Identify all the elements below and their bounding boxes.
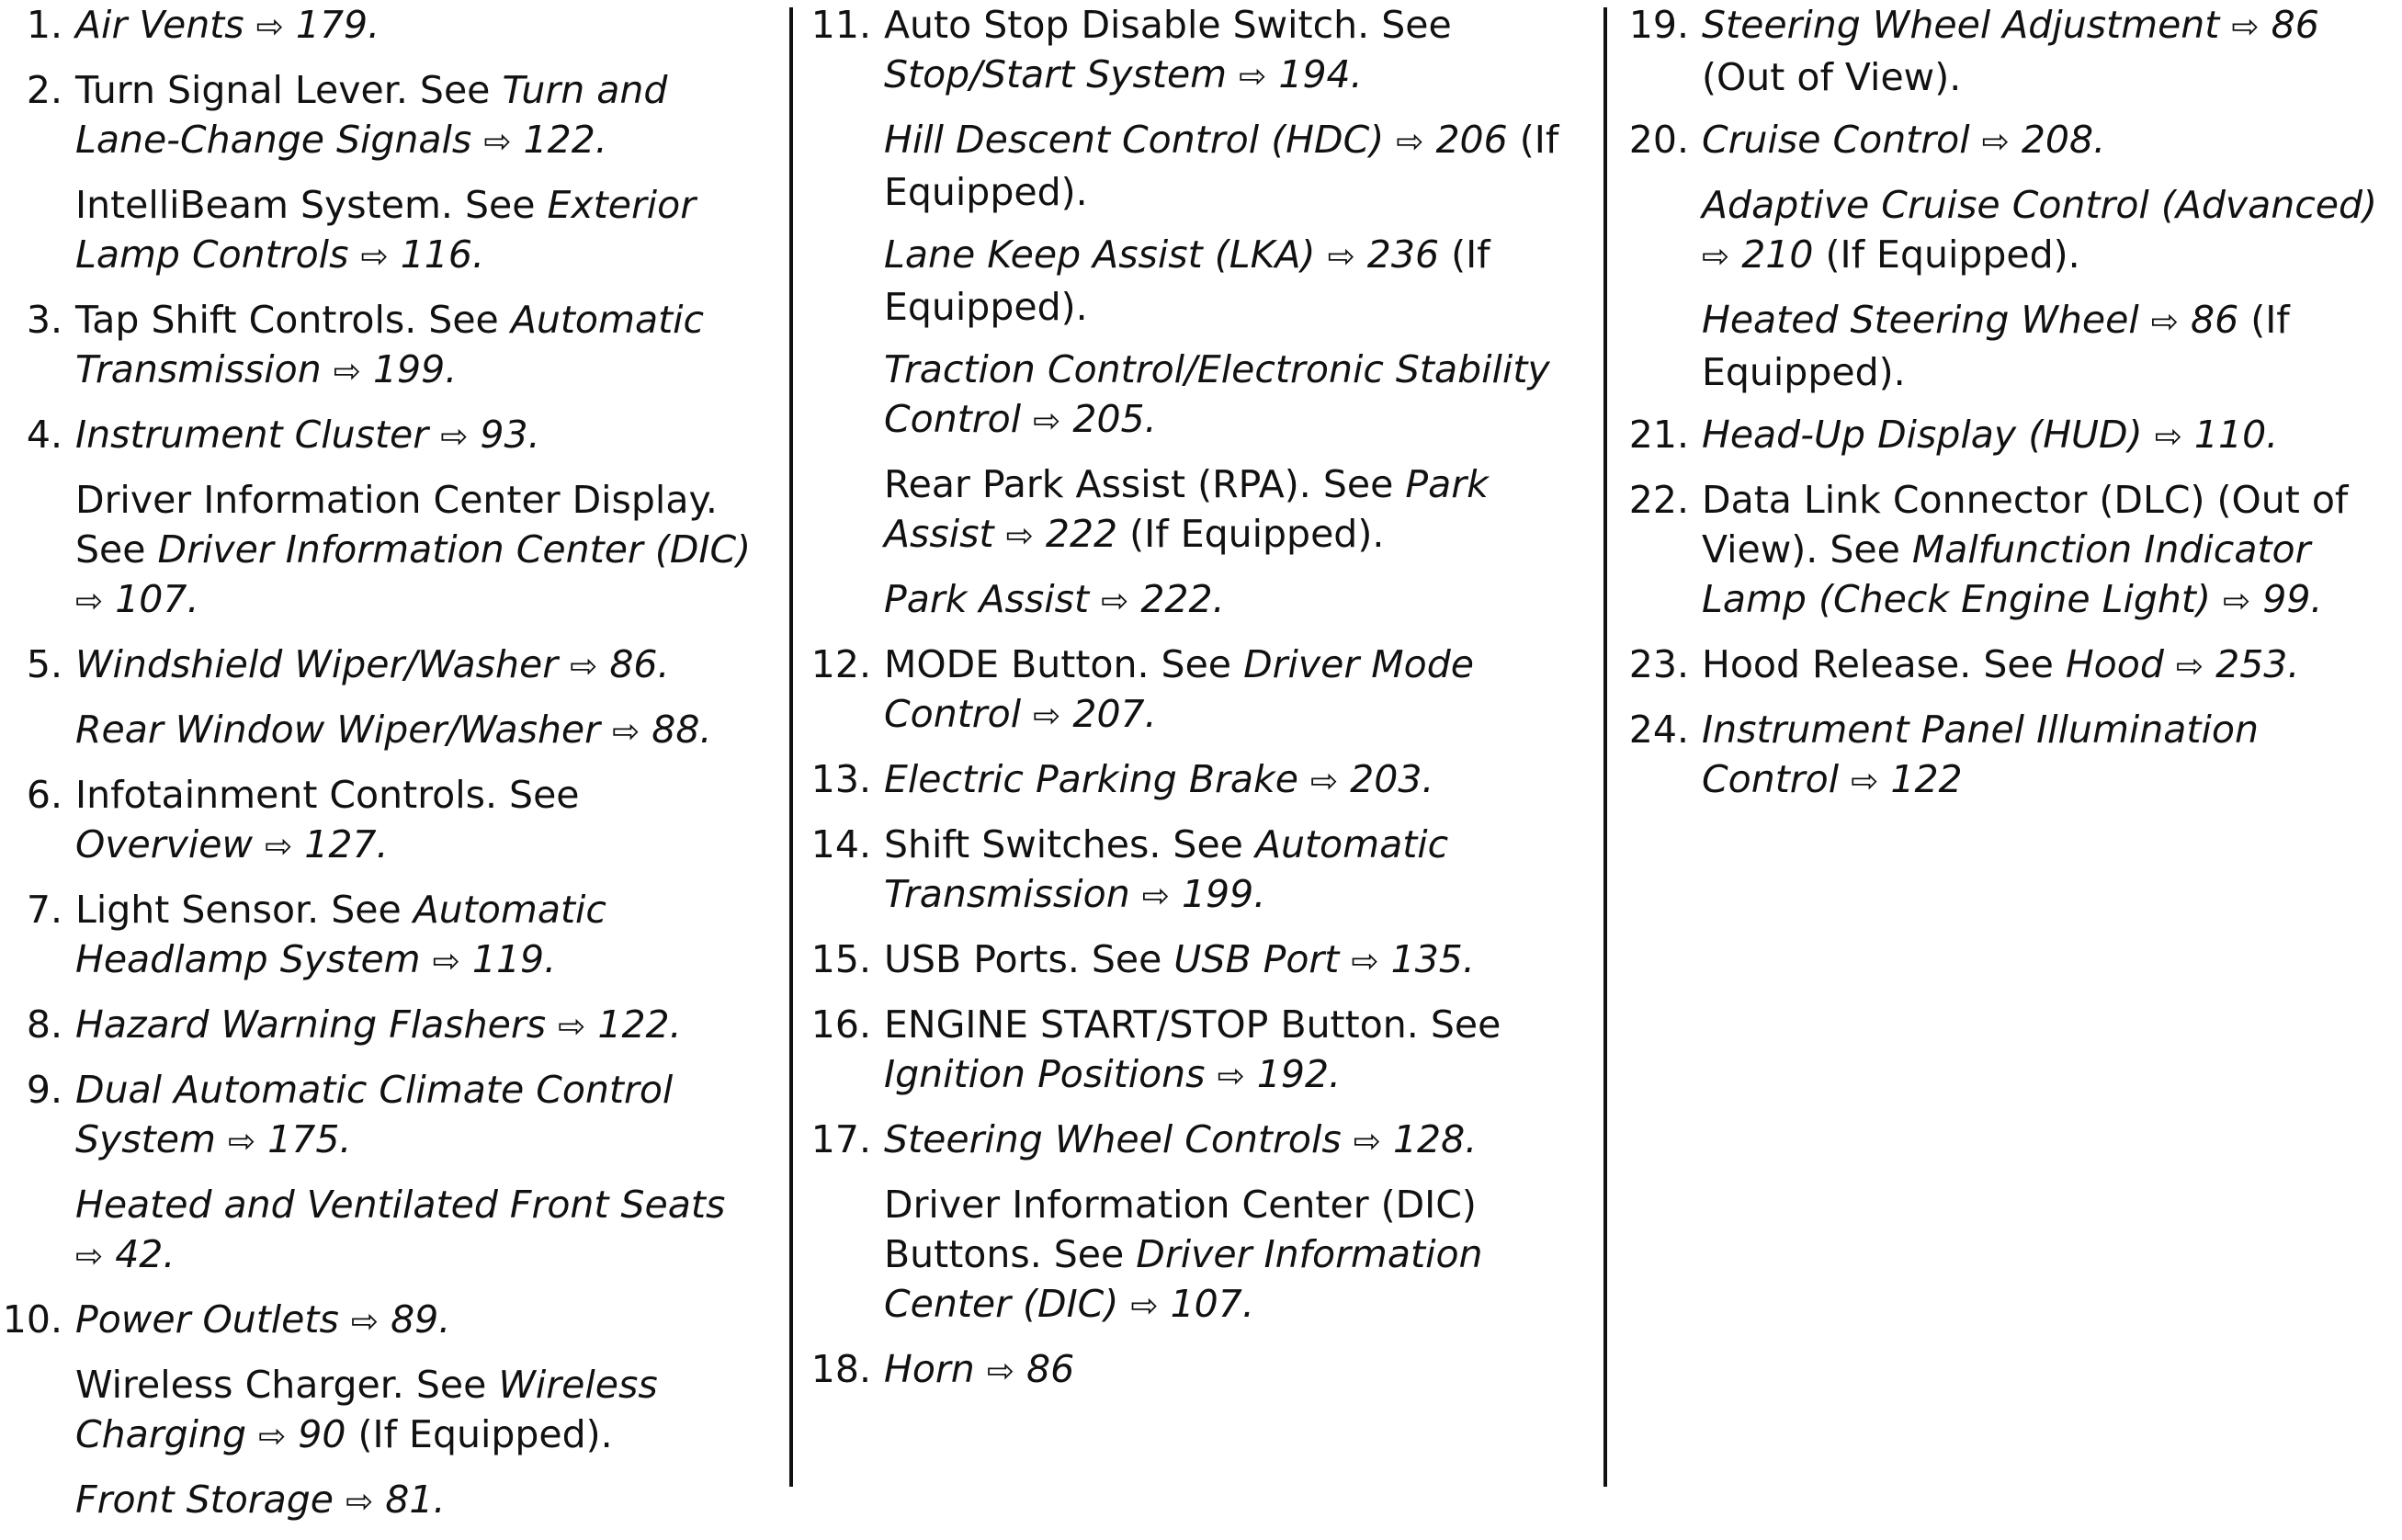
entry-number: 12. xyxy=(810,642,871,686)
legend-entry xyxy=(1626,410,2398,462)
entry-text xyxy=(348,232,360,277)
entry-text xyxy=(1970,118,1982,162)
cross-reference-text: 236 xyxy=(1354,232,1440,277)
legend-entry xyxy=(0,1360,753,1462)
legend-entry xyxy=(1626,640,2398,692)
page-reference-arrow-icon: ⇨ xyxy=(75,1238,104,1275)
entry-text: (Out of View). xyxy=(1702,55,1962,99)
page-reference-arrow-icon: ⇨ xyxy=(1351,943,1379,980)
legend-entry xyxy=(1626,180,2398,282)
cross-reference-text: 89. xyxy=(379,1297,451,1342)
legend-entry xyxy=(809,0,1581,102)
cross-reference-text: 222. xyxy=(1128,577,1225,621)
legend-entry xyxy=(0,885,753,987)
page-reference-arrow-icon: ⇨ xyxy=(432,943,460,980)
entry-text xyxy=(1227,52,1239,96)
legend-entry xyxy=(809,345,1581,447)
page-reference-arrow-icon: ⇨ xyxy=(1353,1123,1381,1161)
legend-entry xyxy=(0,1065,753,1167)
entry-text xyxy=(428,413,440,457)
page-reference-arrow-icon: ⇨ xyxy=(1981,123,2010,161)
legend-entry xyxy=(0,180,753,282)
entry-text xyxy=(546,1002,558,1047)
page-reference-arrow-icon: ⇨ xyxy=(1101,583,1129,620)
legend-entry xyxy=(0,1180,753,1282)
page-reference-arrow-icon: ⇨ xyxy=(1309,763,1339,800)
page-reference-arrow-icon: ⇨ xyxy=(986,1353,1014,1390)
cross-reference-text: 205. xyxy=(1060,397,1157,441)
cross-reference-text: 88. xyxy=(640,708,712,752)
cross-reference-text: 222 xyxy=(1033,512,1118,556)
entry-text: (If Equipped). xyxy=(346,1412,613,1456)
entry-text xyxy=(334,1478,346,1522)
cross-reference-text: Stop/Start System xyxy=(884,52,1228,96)
entry-text: ENGINE START/STOP Button. See xyxy=(884,1002,1501,1047)
page-reference-arrow-icon: ⇨ xyxy=(612,713,640,751)
entry-text: (If Equipped). xyxy=(1117,512,1385,556)
cross-reference-text: Automatic Transmission xyxy=(75,298,705,391)
cross-reference-text: Wireless Charging xyxy=(75,1363,658,1456)
legend-entry xyxy=(0,705,753,757)
entry-number: 7. xyxy=(26,888,62,932)
entry-text: Wireless Charger. See xyxy=(75,1363,499,1407)
entry-number: 21. xyxy=(1628,413,1689,457)
entry-text xyxy=(1118,1282,1130,1326)
cross-reference-text: 127. xyxy=(292,822,389,866)
entry-text xyxy=(1021,397,1033,441)
cross-reference-text: Horn xyxy=(884,1347,975,1391)
cross-reference-text: 86. xyxy=(597,642,670,686)
entry-number: 2. xyxy=(26,68,62,112)
cross-reference-text: 122 xyxy=(1878,757,1963,801)
entry-text xyxy=(2164,642,2176,686)
entry-number: 4. xyxy=(26,413,62,457)
legend-entry xyxy=(0,410,753,462)
page-reference-arrow-icon: ⇨ xyxy=(1130,1287,1159,1325)
cross-reference-text: 81. xyxy=(373,1478,446,1522)
cross-reference-text: 86 xyxy=(2259,3,2319,47)
entry-text xyxy=(421,937,433,981)
entry-text: (If Equipped). xyxy=(884,118,1559,214)
legend-entry xyxy=(0,65,753,167)
page-reference-arrow-icon: ⇨ xyxy=(255,8,284,46)
cross-reference-text: 210 xyxy=(1729,232,1814,277)
entry-text: MODE Button. See xyxy=(884,642,1244,686)
cross-reference-text: Exterior Lamp Controls xyxy=(75,183,697,277)
cross-reference-text: 122. xyxy=(585,1002,682,1047)
cross-reference-text: Adaptive Cruise Control (Advanced) xyxy=(1702,183,2378,227)
entry-text: IntelliBeam System. See xyxy=(75,183,548,227)
page-reference-arrow-icon: ⇨ xyxy=(1141,878,1170,915)
entry-number: 22. xyxy=(1628,478,1689,522)
page-reference-arrow-icon: ⇨ xyxy=(1033,697,1061,735)
entry-number: 1. xyxy=(26,3,62,47)
cross-reference-text: Malfunction Indicator Lamp (Check Engine Light) xyxy=(1702,527,2311,621)
entry-number: 15. xyxy=(810,937,871,981)
cross-reference-text: Ignition Positions xyxy=(884,1052,1206,1096)
entry-number: 11. xyxy=(810,3,871,47)
cross-reference-text: Driver Mode Control xyxy=(884,642,1474,736)
cross-reference-text: 107. xyxy=(103,577,199,621)
page-reference-arrow-icon: ⇨ xyxy=(1702,238,1730,276)
entry-text xyxy=(558,642,570,686)
entry-text xyxy=(600,708,612,752)
page-reference-arrow-icon: ⇨ xyxy=(2154,418,2182,456)
legend-column-1 xyxy=(0,0,753,1540)
entry-text: Driver Information Center Display. See xyxy=(75,478,718,572)
cross-reference-text: Traction Control/Electronic Stability Control xyxy=(884,347,1550,441)
cross-reference-text: 122. xyxy=(511,118,607,162)
legend-entry xyxy=(809,230,1581,332)
cross-reference-text: 207. xyxy=(1060,692,1157,736)
entry-text xyxy=(244,3,256,47)
entry-text xyxy=(994,512,1006,556)
cross-reference-text: 110. xyxy=(2181,413,2279,457)
legend-entry xyxy=(0,1295,753,1347)
legend-entry xyxy=(809,1000,1581,1102)
page-reference-arrow-icon: ⇨ xyxy=(558,1008,586,1046)
entry-number: 3. xyxy=(26,298,62,342)
cross-reference-text: Steering Wheel Controls xyxy=(884,1117,1342,1161)
column-divider-1 xyxy=(789,7,793,1487)
entry-text: Light Sensor. See xyxy=(75,888,414,932)
entry-text: Turn Signal Lever. See xyxy=(75,68,503,112)
entry-number: 10. xyxy=(2,1297,62,1342)
cross-reference-text: 119. xyxy=(459,937,557,981)
entry-text: Tap Shift Controls. See xyxy=(75,298,511,342)
legend-entry xyxy=(0,1000,753,1052)
page-reference-arrow-icon: ⇨ xyxy=(1396,123,1424,161)
cross-reference-text: Air Vents xyxy=(75,3,244,47)
page-reference-arrow-icon: ⇨ xyxy=(350,1303,380,1341)
cross-reference-text: 192. xyxy=(1244,1052,1342,1096)
cross-reference-text: 93. xyxy=(468,413,540,457)
entry-number: 17. xyxy=(810,1117,871,1161)
legend-column-3 xyxy=(1626,0,2398,820)
cross-reference-text: Turn and Lane-Change Signals xyxy=(75,68,668,162)
legend-entry xyxy=(809,640,1581,742)
cross-reference-text: Instrument Cluster xyxy=(75,413,429,457)
cross-reference-text: 86 xyxy=(2178,298,2239,342)
entry-number: 9. xyxy=(26,1068,62,1112)
page-reference-arrow-icon: ⇨ xyxy=(2150,303,2179,341)
cross-reference-text: Head-Up Display (HUD) xyxy=(1702,413,2143,457)
entry-text xyxy=(2219,3,2231,47)
entry-text xyxy=(1339,937,1351,981)
legend-entry xyxy=(809,754,1581,807)
legend-entry xyxy=(1626,295,2398,397)
page-reference-arrow-icon: ⇨ xyxy=(2231,8,2260,46)
entry-text xyxy=(246,1412,258,1456)
entry-text xyxy=(1298,757,1310,801)
page-reference-arrow-icon: ⇨ xyxy=(1217,1058,1245,1095)
cross-reference-text: Automatic Headlamp System xyxy=(75,888,606,981)
cross-reference-text: 107. xyxy=(1158,1282,1254,1326)
entry-text xyxy=(2139,298,2151,342)
column-divider-2 xyxy=(1603,7,1607,1487)
page-reference-arrow-icon: ⇨ xyxy=(440,418,469,456)
cross-reference-text: Driver Information Center (DIC) xyxy=(884,1232,1483,1326)
cross-reference-text: 99. xyxy=(2250,577,2323,621)
legend-entry xyxy=(809,1180,1581,1331)
entry-number: 13. xyxy=(810,757,871,801)
entry-text: Data Link Connector (DLC) (Out of View). See xyxy=(1702,478,2349,572)
entry-text xyxy=(253,822,265,866)
cross-reference-text: 116. xyxy=(388,232,484,277)
cross-reference-text: 206 xyxy=(1423,118,1508,162)
entry-text xyxy=(216,1117,228,1161)
cross-reference-text: 175. xyxy=(255,1117,352,1161)
page-reference-arrow-icon: ⇨ xyxy=(258,1418,287,1455)
page-reference-arrow-icon: ⇨ xyxy=(1239,58,1267,96)
entry-text: Rear Park Assist (RPA). See xyxy=(884,462,1406,506)
cross-reference-text: Front Storage xyxy=(75,1478,334,1522)
page-reference-arrow-icon: ⇨ xyxy=(570,648,598,685)
entry-number: 23. xyxy=(1628,642,1689,686)
entry-text xyxy=(339,1297,351,1342)
page-reference-arrow-icon: ⇨ xyxy=(1005,517,1034,555)
entry-text: (If Equipped). xyxy=(1813,232,2080,277)
entry-text xyxy=(1342,1117,1354,1161)
cross-reference-text: Power Outlets xyxy=(75,1297,339,1342)
legend-entry xyxy=(809,1115,1581,1167)
legend-entry xyxy=(809,459,1581,561)
page-reference-arrow-icon: ⇨ xyxy=(265,828,293,866)
cross-reference-text: Electric Parking Brake xyxy=(884,757,1298,801)
legend-entry xyxy=(0,295,753,397)
page-reference-arrow-icon: ⇨ xyxy=(360,238,389,276)
entry-number: 6. xyxy=(26,773,62,817)
page-reference-arrow-icon: ⇨ xyxy=(227,1123,256,1161)
entry-text xyxy=(1316,232,1328,277)
legend-entry xyxy=(1626,115,2398,167)
cross-reference-text: 128. xyxy=(1380,1117,1478,1161)
legend-entry xyxy=(0,0,753,52)
entry-text: Shift Switches. See xyxy=(884,822,1255,866)
entry-text: Auto Stop Disable Switch. See xyxy=(884,3,1452,47)
legend-entry xyxy=(1626,0,2398,102)
entry-text: Hood Release. See xyxy=(1702,642,2066,686)
cross-reference-text: Heated and Ventilated Front Seats xyxy=(75,1183,726,1227)
legend-entry xyxy=(1626,705,2398,807)
legend-entry xyxy=(0,475,753,627)
entry-text xyxy=(1021,692,1033,736)
page-reference-arrow-icon: ⇨ xyxy=(346,1483,374,1521)
cross-reference-text: Heated Steering Wheel xyxy=(1702,298,2139,342)
entry-text xyxy=(471,118,483,162)
page-reference-arrow-icon: ⇨ xyxy=(483,123,512,161)
cross-reference-text: 90 xyxy=(286,1412,346,1456)
entry-number: 8. xyxy=(26,1002,62,1047)
page-reference-arrow-icon: ⇨ xyxy=(75,583,104,620)
page-reference-arrow-icon: ⇨ xyxy=(333,353,361,391)
legend-entry xyxy=(809,934,1581,987)
page-reference-arrow-icon: ⇨ xyxy=(2223,583,2251,620)
cross-reference-text: 194. xyxy=(1266,52,1363,96)
cross-reference-text: Hazard Warning Flashers xyxy=(75,1002,547,1047)
cross-reference-text: Lane Keep Assist (LKA) xyxy=(884,232,1316,277)
cross-reference-text: Instrument Panel Illumination Control xyxy=(1702,708,2259,801)
legend-entry xyxy=(809,115,1581,217)
entry-text xyxy=(975,1347,987,1391)
cross-reference-text: Hood xyxy=(2065,642,2164,686)
entry-text xyxy=(1206,1052,1218,1096)
cross-reference-text: Windshield Wiper/Washer xyxy=(75,642,559,686)
entry-number: 18. xyxy=(810,1347,871,1391)
entry-number: 19. xyxy=(1628,3,1689,47)
entry-text: (If Equipped). xyxy=(884,232,1490,329)
legend-entry xyxy=(1626,475,2398,627)
entry-number: 16. xyxy=(810,1002,871,1047)
entry-number: 5. xyxy=(26,642,62,686)
cross-reference-text: Steering Wheel Adjustment xyxy=(1702,3,2220,47)
page-reference-arrow-icon: ⇨ xyxy=(1033,402,1061,440)
cross-reference-text: Automatic Transmission xyxy=(884,822,1449,916)
entry-text xyxy=(1130,872,1142,916)
entry-text xyxy=(1384,118,1396,162)
cross-reference-text: 86 xyxy=(1014,1347,1075,1391)
entry-text: Driver Information Center (DIC) Buttons. See xyxy=(884,1183,1477,1276)
entry-text xyxy=(1839,757,1851,801)
cross-reference-text: Cruise Control xyxy=(1702,118,1970,162)
cross-reference-text: Dual Automatic Climate Control System xyxy=(75,1068,674,1161)
entry-text xyxy=(2211,577,2223,621)
entry-number: 14. xyxy=(810,822,871,866)
cross-reference-text: 208. xyxy=(2009,118,2106,162)
entry-text xyxy=(2143,413,2155,457)
page-reference-arrow-icon: ⇨ xyxy=(2175,648,2204,685)
cross-reference-text: 179. xyxy=(283,3,380,47)
cross-reference-text: 199. xyxy=(1169,872,1266,916)
legend-entry xyxy=(0,1475,753,1527)
cross-reference-text: Driver Information Center (DIC) xyxy=(157,527,752,572)
cross-reference-text: Rear Window Wiper/Washer xyxy=(75,708,601,752)
cross-reference-text: 42. xyxy=(103,1232,176,1276)
entry-number: 24. xyxy=(1628,708,1689,752)
entry-text: (If Equipped). xyxy=(1702,298,2290,394)
legend-column-2 xyxy=(809,0,1581,1410)
page-reference-arrow-icon: ⇨ xyxy=(1327,238,1355,276)
legend-entry xyxy=(809,1344,1581,1397)
entry-text xyxy=(1089,577,1101,621)
legend-entry xyxy=(809,820,1581,922)
entry-text: USB Ports. See xyxy=(884,937,1174,981)
cross-reference-text: 253. xyxy=(2204,642,2300,686)
cross-reference-text: Park Assist xyxy=(884,577,1090,621)
legend-entry xyxy=(0,640,753,692)
cross-reference-text: 135. xyxy=(1378,937,1475,981)
cross-reference-text: Park Assist xyxy=(884,462,1489,556)
entry-text: Infotainment Controls. See xyxy=(75,773,580,817)
cross-reference-text: Overview xyxy=(75,822,254,866)
cross-reference-text: Hill Descent Control (HDC) xyxy=(884,118,1385,162)
entry-text xyxy=(322,347,334,391)
cross-reference-text: USB Port xyxy=(1173,937,1340,981)
legend-entry xyxy=(0,770,753,872)
page-reference-arrow-icon: ⇨ xyxy=(1851,763,1879,800)
cross-reference-text: 199. xyxy=(360,347,458,391)
entry-number: 20. xyxy=(1628,118,1689,162)
legend-entry xyxy=(809,574,1581,627)
cross-reference-text: 203. xyxy=(1338,757,1434,801)
